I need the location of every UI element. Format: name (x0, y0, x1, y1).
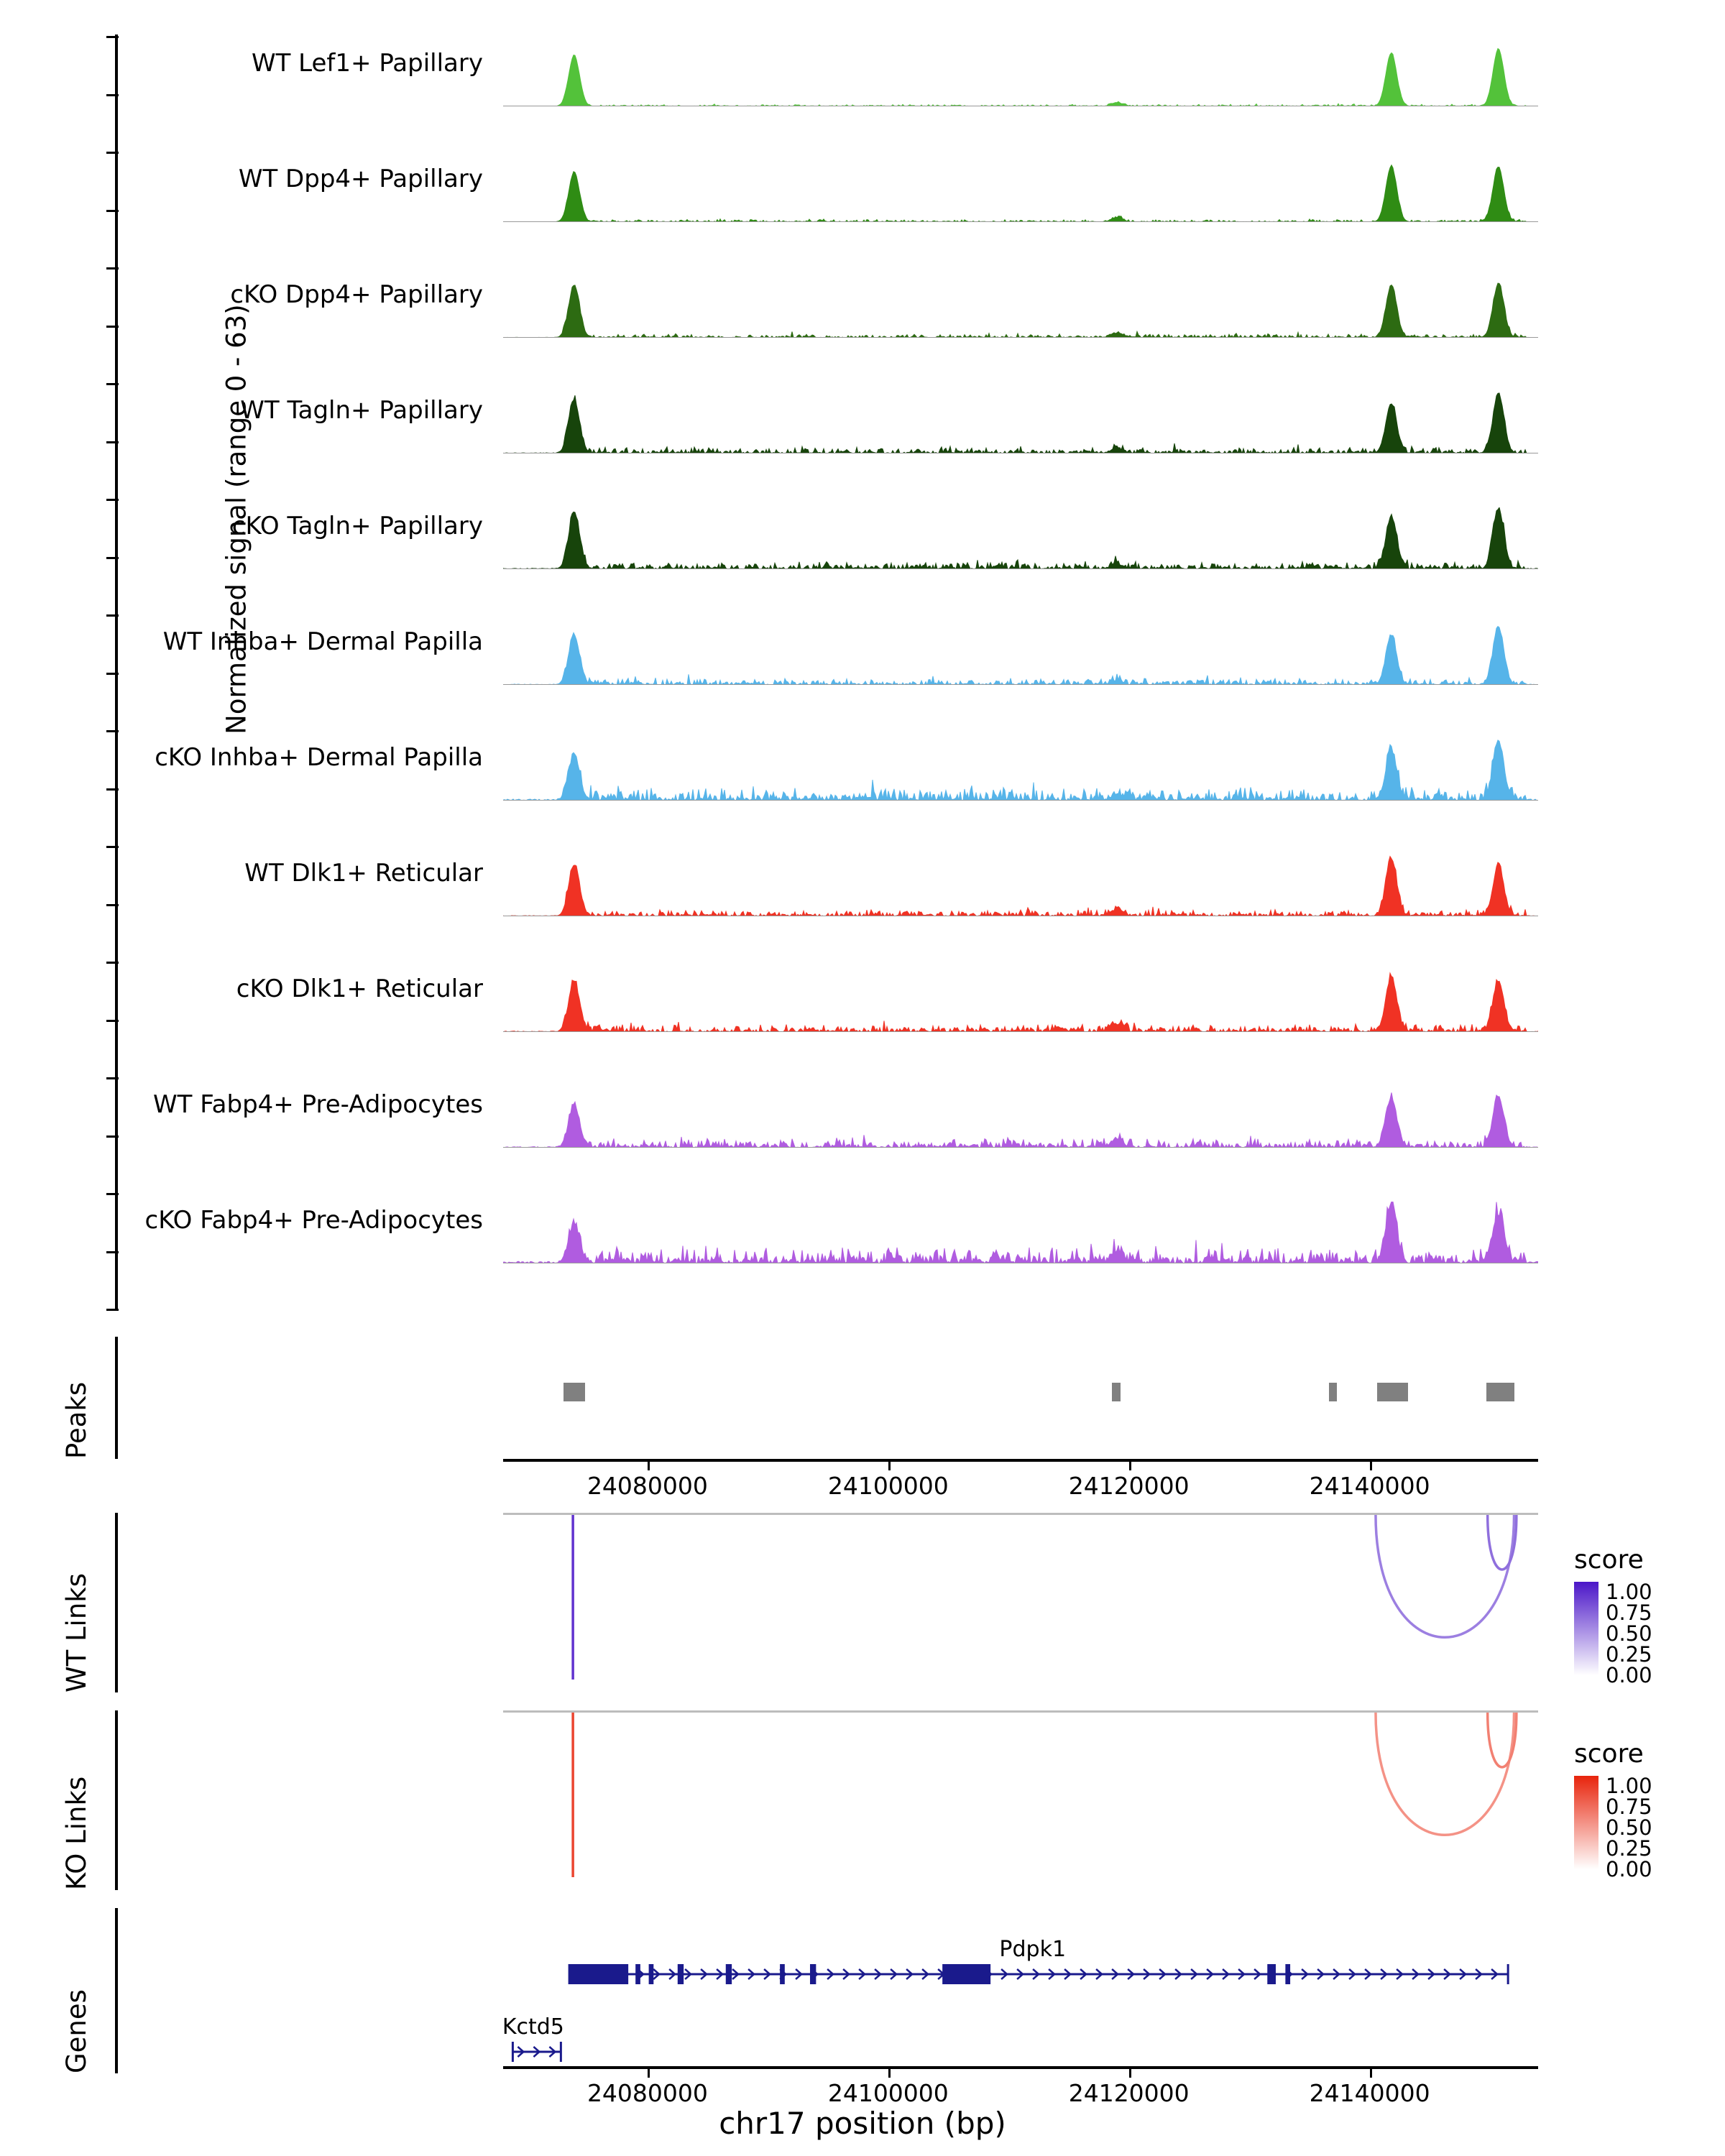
x-axis-tick-label: 24080000 (586, 1472, 708, 1500)
track-label: cKO Inhba+ Dermal Papilla (155, 743, 483, 772)
axis-tick-mark (106, 730, 119, 732)
x-axis-tick-label: 24080000 (586, 2079, 708, 2107)
gene-exon (780, 1964, 785, 1984)
track-signal (503, 970, 1538, 1031)
gene-name-label: Pdpk1 (999, 1937, 1067, 1962)
peaks-axis-bar (115, 1337, 118, 1459)
ko-links-arcs (503, 1710, 1538, 1890)
position-axis-bottom (503, 2066, 1538, 2069)
position-axis-top (503, 1459, 1538, 1462)
signal-track (503, 392, 1538, 453)
axis-tick-mark (106, 962, 119, 964)
peaks-track (503, 1351, 1538, 1437)
x-axis-tick (648, 1462, 650, 1470)
track-signal (503, 739, 1538, 800)
x-axis-tick-label: 24100000 (827, 1472, 949, 1500)
track-label: cKO Fabp4+ Pre-Adipocytes (144, 1206, 483, 1235)
wt-links-legend-ticks (1606, 1580, 1652, 1687)
axis-tick-mark (106, 557, 119, 559)
gene-exon (726, 1964, 732, 1984)
signal-track (503, 739, 1538, 801)
signal-track (503, 623, 1538, 685)
x-axis-tick (888, 1462, 891, 1470)
gene-exon (1285, 1964, 1290, 1984)
peak-marker (1377, 1383, 1409, 1401)
gene-exon (1267, 1964, 1276, 1984)
ko-links-legend-body (1574, 1774, 1725, 1881)
track-label: WT Tagln+ Papillary (240, 396, 483, 425)
peak-marker (564, 1383, 585, 1401)
x-axis-tick-label: 24120000 (1068, 2079, 1190, 2107)
gene-exon (569, 1964, 628, 1984)
axis-tick-mark (106, 904, 119, 906)
axis-tick-mark (106, 499, 119, 501)
track-label: WT Fabp4+ Pre-Adipocytes (153, 1090, 483, 1119)
ko-links-track (503, 1710, 1538, 1890)
wt-links-legend-body (1574, 1580, 1725, 1687)
x-axis-label: chr17 position (bp) (719, 2106, 1006, 2141)
axis-tick-mark (106, 383, 119, 385)
wt-links-legend (1574, 1545, 1725, 1687)
genes-axis-bar (115, 1908, 118, 2073)
wt-legend-tick-0: 1.00 (1606, 1580, 1652, 1604)
track-signal (503, 854, 1538, 916)
axis-tick-mark (106, 1077, 119, 1079)
genes-section-label: Genes (61, 1989, 92, 2073)
signal-track (503, 45, 1538, 106)
x-axis-tick (1370, 1462, 1372, 1470)
x-axis-tick (1370, 2069, 1372, 2078)
wt-legend-tick-2: 0.50 (1606, 1621, 1652, 1646)
peaks-section-label: Peaks (61, 1381, 92, 1459)
gene-exon (810, 1964, 816, 1984)
axis-tick-mark (106, 1193, 119, 1195)
axis-tick-mark (106, 152, 119, 154)
peak-marker (1486, 1383, 1514, 1401)
signal-track (503, 276, 1538, 338)
axis-tick-mark (106, 788, 119, 791)
track-signal (503, 623, 1538, 684)
genes-track (503, 1908, 1538, 2073)
track-signal (503, 276, 1538, 337)
ko-legend-tick-0: 1.00 (1606, 1774, 1652, 1798)
wt-legend-tick-4: 0.00 (1606, 1663, 1652, 1687)
genes-svg (503, 1908, 1538, 2073)
axis-tick-mark (106, 36, 119, 38)
track-signal (503, 392, 1538, 453)
x-axis-tick (1129, 1462, 1131, 1470)
signal-track (503, 1086, 1538, 1148)
track-signal (503, 1086, 1538, 1147)
signal-track (503, 970, 1538, 1032)
wt-legend-tick-3: 0.25 (1606, 1642, 1652, 1667)
axis-tick-mark (106, 210, 119, 212)
link-arc (1376, 1515, 1514, 1637)
signal-track (503, 1202, 1538, 1263)
signal-track (503, 854, 1538, 916)
track-label: cKO Tagln+ Papillary (231, 512, 483, 540)
track-signal (503, 1202, 1538, 1263)
wt-legend-tick-1: 0.75 (1606, 1600, 1652, 1625)
axis-tick-mark (106, 326, 119, 328)
ko-links-legend (1574, 1739, 1725, 1881)
track-signal (503, 507, 1538, 568)
wt-links-section-label: WT Links (61, 1573, 92, 1692)
track-signal (503, 45, 1538, 106)
y-axis-label: Normalized signal (range 0 - 63) (221, 304, 252, 734)
x-axis-tick-label: 24140000 (1309, 1472, 1430, 1500)
axis-tick-mark (106, 614, 119, 617)
link-arc (1376, 1713, 1514, 1835)
x-axis-tick-label: 24120000 (1068, 1472, 1190, 1500)
track-label: cKO Dlk1+ Reticular (236, 975, 483, 1003)
axis-tick-mark (106, 267, 119, 270)
ko-links-legend-ticks (1606, 1774, 1652, 1881)
x-axis-tick (1129, 2069, 1131, 2078)
axis-tick-mark (106, 846, 119, 848)
gene-exon (635, 1964, 640, 1984)
ko-links-axis-bar (115, 1710, 118, 1890)
wt-links-legend-colorbar (1574, 1582, 1598, 1675)
ko-legend-tick-2: 0.50 (1606, 1815, 1652, 1840)
ko-legend-tick-4: 0.00 (1606, 1857, 1652, 1881)
track-label: WT Lef1+ Papillary (251, 49, 483, 78)
axis-tick-mark (106, 1135, 119, 1138)
signal-track (503, 507, 1538, 569)
ko-links-legend-colorbar (1574, 1776, 1598, 1869)
track-label: cKO Dpp4+ Papillary (230, 280, 483, 309)
wt-links-track (503, 1513, 1538, 1692)
axis-tick-mark (106, 441, 119, 443)
signal-track (503, 160, 1538, 222)
ko-legend-tick-3: 0.25 (1606, 1836, 1652, 1861)
ko-legend-tick-1: 0.75 (1606, 1795, 1652, 1819)
peak-marker (1329, 1383, 1338, 1401)
peak-marker (1112, 1383, 1121, 1401)
wt-links-arcs (503, 1513, 1538, 1692)
x-axis-tick (888, 2069, 891, 2078)
gene-exon (678, 1964, 684, 1984)
ko-links-legend-title: score (1574, 1739, 1644, 1769)
wt-links-axis-bar (115, 1513, 118, 1692)
axis-tick-mark (106, 1309, 119, 1311)
axis-tick-mark (106, 1251, 119, 1253)
x-axis-tick-label: 24140000 (1309, 2079, 1430, 2107)
x-axis-tick (648, 2069, 650, 2078)
track-signal (503, 160, 1538, 221)
ko-links-section-label: KO Links (61, 1776, 92, 1890)
gene-exon (649, 1964, 654, 1984)
axis-tick-mark (106, 673, 119, 675)
axis-tick-mark (106, 94, 119, 96)
track-label: WT Inhba+ Dermal Papilla (162, 627, 483, 656)
wt-links-legend-title: score (1574, 1545, 1644, 1575)
axis-tick-mark (106, 1020, 119, 1022)
gene-exon (942, 1964, 990, 1984)
gene-name-label: Kctd5 (502, 2014, 564, 2040)
track-label: WT Dpp4+ Papillary (238, 165, 483, 193)
track-label: WT Dlk1+ Reticular (244, 859, 483, 888)
x-axis-tick-label: 24100000 (827, 2079, 949, 2107)
